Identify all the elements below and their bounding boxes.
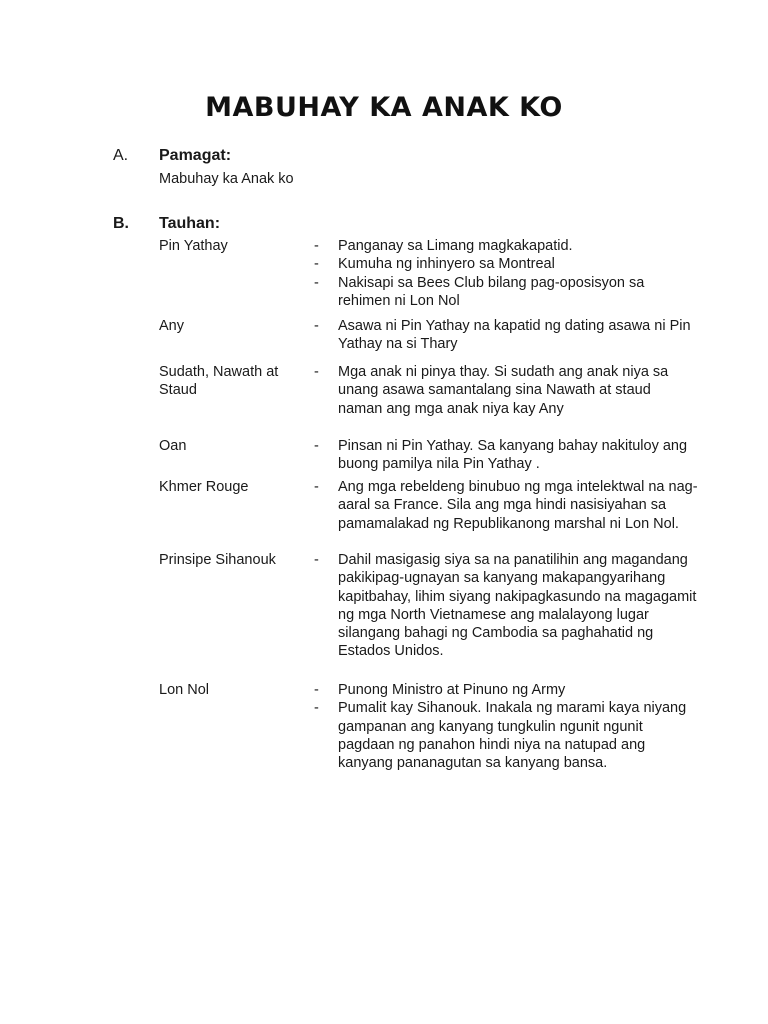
section-b-letter: B.: [113, 215, 129, 232]
section-b-heading: Tauhan:: [159, 215, 221, 232]
description-item: - Asawa ni Pin Yathay na kapatid ng dating asawa ni Pin Yathay na si Thary: [314, 318, 691, 353]
description-item: - Pinsan ni Pin Yathay. Sa kanyang bahay nakituloy ang buong pamilya nila Pin Yathay .: [314, 438, 688, 473]
character-name: Sudath, Nawath at Staud: [159, 364, 279, 399]
section-a-letter: A.: [113, 147, 129, 164]
description-item: - Panganay sa Limang magkakapatid.: [314, 238, 573, 254]
character-descriptions: [314, 363, 699, 418]
character-name: Prinsipe Sihanouk: [159, 552, 276, 568]
document-title: MABUHAY KA ANAK KO: [205, 92, 563, 123]
character-descriptions: [314, 317, 699, 354]
description-item: - Pumalit kay Sihanouk. Inakala ng marami kaya niyang gampanan ang kanyang tungkulin ngunit ngunit pagdaan ng panahon hindi niya na natupad ang kanyang pananagutan sa kanyang bansa.: [314, 700, 687, 772]
description-item: - Nakisapi sa Bees Club bilang pag-oposisyon sa rehimen ni Lon Nol: [314, 274, 645, 309]
description-item: - Dahil masigasig siya sa na panatilihin ang magandang pakikipag-ugnayan sa kanyang makapangyarihang kapitbahay, lihim siyang nakipagkasundo na magagamit ng mga North Vietnamese ang malalayong lugar silangang bahagi ng Cambodia sa paghahatid ng Estados Unidos.: [314, 552, 697, 660]
character-name: Any: [159, 318, 184, 334]
character-name: Oan: [159, 438, 187, 454]
character-name: Khmer Rouge: [159, 479, 249, 495]
description-item: - Punong Ministro at Pinuno ng Army: [314, 682, 566, 698]
section-a-heading: Pamagat:: [159, 147, 232, 164]
description-item: - Mga anak ni pinya thay. Si sudath ang anak niya sa unang asawa samantalang sina Nawath at staud naman ang mga anak niya kay Any: [314, 364, 669, 417]
character-name: Lon Nol: [159, 682, 209, 698]
character-descriptions: [314, 681, 699, 772]
description-item: - Kumuha ng inhinyero sa Montreal: [314, 256, 555, 273]
character-descriptions: [314, 551, 699, 661]
character-descriptions: [314, 237, 699, 310]
section-a-value: Mabuhay ka Anak ko: [159, 171, 294, 187]
description-item: - Ang mga rebeldeng binubuo ng mga intelektwal na nag-aaral sa France. Sila ang mga hindi nasisiyahan sa pamamalakad ng Republikanong marshal ni Lon Nol.: [314, 479, 698, 532]
character-descriptions: [314, 437, 699, 474]
character-descriptions: [314, 478, 699, 533]
character-name: Pin Yathay: [159, 238, 228, 254]
